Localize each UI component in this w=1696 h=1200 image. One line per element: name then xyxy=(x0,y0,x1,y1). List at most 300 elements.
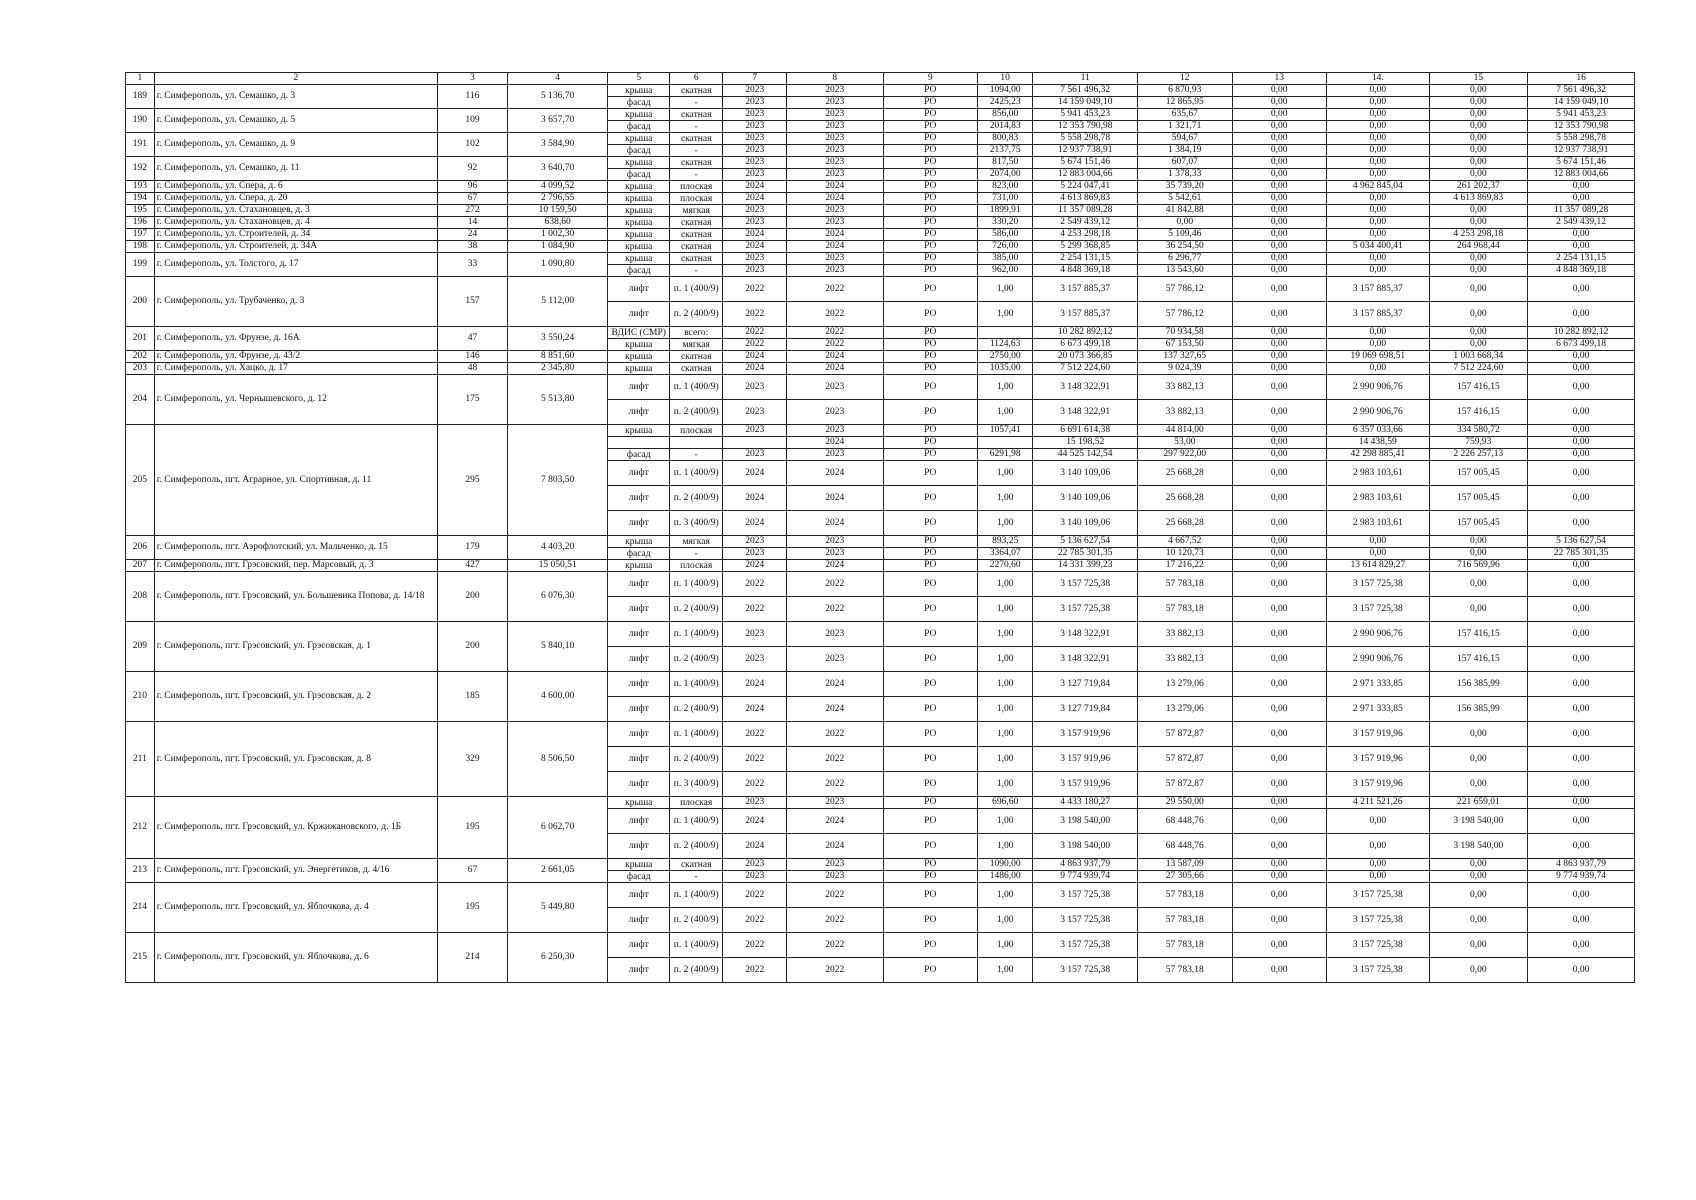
table-cell: - xyxy=(670,548,723,560)
table-cell: РО xyxy=(883,97,977,109)
table-cell: 2022 xyxy=(723,747,787,772)
table-cell: 0,00 xyxy=(1528,797,1635,809)
table-cell: 1,00 xyxy=(977,461,1032,486)
table-cell: 1,00 xyxy=(977,647,1032,672)
area-cell: 4 403,20 xyxy=(507,536,608,560)
table-cell: 0,00 xyxy=(1232,908,1326,933)
table-cell: 2023 xyxy=(723,647,787,672)
table-cell: 0,00 xyxy=(1326,253,1429,265)
table-cell: 0,00 xyxy=(1528,747,1635,772)
table-cell: 57 872,87 xyxy=(1138,722,1232,747)
table-cell: 1094,00 xyxy=(977,85,1032,97)
table-cell: 12 353 790,98 xyxy=(1033,121,1138,133)
table-cell: скатная xyxy=(670,253,723,265)
table-cell: 3 157 919,96 xyxy=(1326,747,1429,772)
table-cell: 0,00 xyxy=(1232,327,1326,339)
row-number-cell: 200 xyxy=(126,277,155,327)
table-cell: - xyxy=(670,97,723,109)
table-cell: 3 148 322,91 xyxy=(1033,375,1138,400)
table-cell: 594,67 xyxy=(1138,133,1232,145)
table-cell: 7 512 224,60 xyxy=(1033,363,1138,375)
table-cell: 0,00 xyxy=(1232,461,1326,486)
address-cell: г. Симферополь, пгт. Грэсовский, ул. Энергетиков, д. 4/16 xyxy=(154,859,437,883)
table-cell: РО xyxy=(883,193,977,205)
table-cell: 0,00 xyxy=(1326,169,1429,181)
table-cell: 1035,00 xyxy=(977,363,1032,375)
table-cell: 5 224 047,41 xyxy=(1033,181,1138,193)
table-cell: 2023 xyxy=(787,536,883,548)
table-cell: 137 327,65 xyxy=(1138,351,1232,363)
table-cell: 0,00 xyxy=(1528,672,1635,697)
table-row xyxy=(126,363,1635,375)
table-cell: 0,00 xyxy=(1232,109,1326,121)
table-cell: 0,00 xyxy=(1528,647,1635,672)
table-cell: 10 282 892,12 xyxy=(1528,327,1635,339)
table-cell: РО xyxy=(883,560,977,572)
address-cell: г. Симферополь, ул. Спера, д. 6 xyxy=(154,181,437,193)
table-cell: - xyxy=(670,871,723,883)
residents-cell: 295 xyxy=(438,425,508,536)
table-cell: 0,00 xyxy=(1528,193,1635,205)
table-cell: лифт xyxy=(608,809,670,834)
table-cell: 3 157 725,38 xyxy=(1033,597,1138,622)
table-cell: 10 120,73 xyxy=(1138,548,1232,560)
table-cell: всего: xyxy=(670,327,723,339)
table-cell: 0,00 xyxy=(1232,747,1326,772)
table-cell: 0,00 xyxy=(1528,597,1635,622)
table-cell: 0,00 xyxy=(1232,772,1326,797)
table-cell: 2023 xyxy=(723,205,787,217)
table-cell: 0,00 xyxy=(1528,511,1635,536)
table-cell: лифт xyxy=(608,486,670,511)
table-cell: 2022 xyxy=(787,597,883,622)
table-cell: п. 2 (400/9) xyxy=(670,697,723,722)
row-number-cell: 208 xyxy=(126,572,155,622)
table-cell: мягкая xyxy=(670,339,723,351)
table-cell: 2022 xyxy=(723,933,787,958)
table-cell: 2023 xyxy=(723,217,787,229)
table-cell: 2023 xyxy=(723,109,787,121)
area-cell: 5 112,00 xyxy=(507,277,608,327)
table-cell: 57 783,18 xyxy=(1138,958,1232,983)
table-cell: скатная xyxy=(670,241,723,253)
table-cell: 2022 xyxy=(787,772,883,797)
table-cell: лифт xyxy=(608,722,670,747)
table-cell: 759,93 xyxy=(1429,437,1528,449)
table-cell: 1 378,33 xyxy=(1138,169,1232,181)
row-number-cell: 189 xyxy=(126,85,155,109)
column-header: 4 xyxy=(507,73,608,85)
table-cell: крыша xyxy=(608,425,670,437)
table-cell: п. 3 (400/9) xyxy=(670,511,723,536)
table-cell: лифт xyxy=(608,375,670,400)
table-cell: 13 587,09 xyxy=(1138,859,1232,871)
table-cell: 2023 xyxy=(787,449,883,461)
table-row xyxy=(126,181,1635,193)
table-cell: 2 254 131,15 xyxy=(1033,253,1138,265)
table-cell: 0,00 xyxy=(1232,265,1326,277)
table-cell: РО xyxy=(883,871,977,883)
table-cell: 2024 xyxy=(723,486,787,511)
table-cell: 0,00 xyxy=(1429,859,1528,871)
table-cell: 5 941 453,23 xyxy=(1528,109,1635,121)
table-cell: 25 668,28 xyxy=(1138,486,1232,511)
table-cell: п. 1 (400/9) xyxy=(670,572,723,597)
table-cell: лифт xyxy=(608,302,670,327)
table-cell: 157 005,45 xyxy=(1429,486,1528,511)
table-cell: РО xyxy=(883,400,977,425)
table-cell: 4 613 869,83 xyxy=(1033,193,1138,205)
table-cell: 35 739,20 xyxy=(1138,181,1232,193)
table-cell: 3 148 322,91 xyxy=(1033,400,1138,425)
table-cell: 0,00 xyxy=(1326,265,1429,277)
table-cell: 2023 xyxy=(723,157,787,169)
table-cell: 2023 xyxy=(723,133,787,145)
table-cell: 0,00 xyxy=(1528,958,1635,983)
table-cell: 0,00 xyxy=(1429,145,1528,157)
table-cell: РО xyxy=(883,908,977,933)
table-cell: 0,00 xyxy=(1429,121,1528,133)
residents-cell: 116 xyxy=(438,85,508,109)
table-cell: 2024 xyxy=(787,511,883,536)
table-cell: 2024 xyxy=(723,809,787,834)
table-cell: 0,00 xyxy=(1528,572,1635,597)
area-cell: 5 513,80 xyxy=(507,375,608,425)
table-cell: 157 416,15 xyxy=(1429,622,1528,647)
table-cell: 0,00 xyxy=(1429,109,1528,121)
table-cell: 1090,00 xyxy=(977,859,1032,871)
area-cell: 1 002,30 xyxy=(507,229,608,241)
address-cell: г. Симферополь, ул. Фрунзе, д. 16А xyxy=(154,327,437,351)
table-cell: 3 148 322,91 xyxy=(1033,622,1138,647)
column-header: 10 xyxy=(977,73,1032,85)
table-cell: п. 2 (400/9) xyxy=(670,400,723,425)
table-cell: 0,00 xyxy=(1429,339,1528,351)
table-cell: 0,00 xyxy=(1528,400,1635,425)
table-cell: 4 433 180,27 xyxy=(1033,797,1138,809)
residents-cell: 47 xyxy=(438,327,508,351)
table-row xyxy=(126,797,1635,809)
table-cell: 0,00 xyxy=(1429,548,1528,560)
table-cell: 1,00 xyxy=(977,672,1032,697)
table-cell: 2024 xyxy=(723,672,787,697)
table-cell: 0,00 xyxy=(1528,437,1635,449)
table-cell: РО xyxy=(883,486,977,511)
table-cell: 2270,60 xyxy=(977,560,1032,572)
table-cell: 3 157 725,38 xyxy=(1326,597,1429,622)
residents-cell: 179 xyxy=(438,536,508,560)
table-row xyxy=(126,193,1635,205)
table-cell: 2022 xyxy=(787,933,883,958)
table-cell: 0,00 xyxy=(1528,722,1635,747)
table-cell: 14 331 399,23 xyxy=(1033,560,1138,572)
table-cell: крыша xyxy=(608,157,670,169)
table-cell: 2024 xyxy=(723,241,787,253)
table-cell: 0,00 xyxy=(1429,277,1528,302)
table-cell: крыша xyxy=(608,253,670,265)
table-cell: 0,00 xyxy=(1429,253,1528,265)
table-cell: 2024 xyxy=(787,351,883,363)
table-cell: 156 385,99 xyxy=(1429,672,1528,697)
row-number-cell: 209 xyxy=(126,622,155,672)
table-cell: 13 543,60 xyxy=(1138,265,1232,277)
row-number-cell: 194 xyxy=(126,193,155,205)
table-cell: 1,00 xyxy=(977,772,1032,797)
table-cell: 2023 xyxy=(723,145,787,157)
table-cell: 2023 xyxy=(787,265,883,277)
table-cell: РО xyxy=(883,672,977,697)
table-cell: 68 448,76 xyxy=(1138,809,1232,834)
table-cell: РО xyxy=(883,572,977,597)
table-cell: 0,00 xyxy=(1528,302,1635,327)
table-cell: 13 279,06 xyxy=(1138,697,1232,722)
table-cell: п. 1 (400/9) xyxy=(670,722,723,747)
table-cell: 2022 xyxy=(787,908,883,933)
area-cell: 15 050,51 xyxy=(507,560,608,572)
table-cell: 12 865,95 xyxy=(1138,97,1232,109)
table-cell: п. 1 (400/9) xyxy=(670,809,723,834)
table-cell: 0,00 xyxy=(1429,97,1528,109)
table-cell: 2 990 906,76 xyxy=(1326,647,1429,672)
table-cell: 0,00 xyxy=(1232,809,1326,834)
table-cell: РО xyxy=(883,883,977,908)
address-cell: г. Симферополь, ул. Трубаченко, д. 3 xyxy=(154,277,437,327)
table-cell xyxy=(977,437,1032,449)
table-cell: 9 774 939,74 xyxy=(1528,871,1635,883)
table-row xyxy=(126,560,1635,572)
row-number-cell: 198 xyxy=(126,241,155,253)
table-cell: 0,00 xyxy=(1138,217,1232,229)
table-cell: 0,00 xyxy=(1429,597,1528,622)
table-cell: 0,00 xyxy=(1326,339,1429,351)
table-cell: 3 140 109,06 xyxy=(1033,461,1138,486)
table-cell: 1,00 xyxy=(977,933,1032,958)
table-cell: 44 814,00 xyxy=(1138,425,1232,437)
table-cell: крыша xyxy=(608,85,670,97)
address-cell: г. Симферополь, пгт. Грэсовский, пер. Марсовый, д. 3 xyxy=(154,560,437,572)
table-cell: РО xyxy=(883,145,977,157)
table-cell: 57 783,18 xyxy=(1138,908,1232,933)
table-cell: 0,00 xyxy=(1528,908,1635,933)
table-cell: лифт xyxy=(608,511,670,536)
table-cell: 3 198 540,00 xyxy=(1033,809,1138,834)
table-cell: 57 783,18 xyxy=(1138,597,1232,622)
table-cell: 3 157 885,37 xyxy=(1326,277,1429,302)
table-cell: 2024 xyxy=(787,486,883,511)
table-cell: 0,00 xyxy=(1326,363,1429,375)
table-cell: 2 549 439,12 xyxy=(1528,217,1635,229)
table-cell: 0,00 xyxy=(1232,834,1326,859)
table-cell: 2022 xyxy=(787,339,883,351)
table-cell: 0,00 xyxy=(1232,400,1326,425)
table-cell: 0,00 xyxy=(1232,933,1326,958)
row-number-cell: 212 xyxy=(126,797,155,859)
table-cell: 6 673 499,18 xyxy=(1528,339,1635,351)
area-cell: 3 584,90 xyxy=(507,133,608,157)
residents-cell: 272 xyxy=(438,205,508,217)
table-cell: крыша xyxy=(608,229,670,241)
table-cell: 4 253 298,18 xyxy=(1033,229,1138,241)
area-cell: 1 090,80 xyxy=(507,253,608,277)
table-cell: 1057,41 xyxy=(977,425,1032,437)
table-cell: 1,00 xyxy=(977,883,1032,908)
table-cell: крыша xyxy=(608,351,670,363)
table-cell: 2023 xyxy=(787,548,883,560)
row-number-cell: 196 xyxy=(126,217,155,229)
table-cell: 2024 xyxy=(787,809,883,834)
table-cell: 2023 xyxy=(787,217,883,229)
table-cell: 0,00 xyxy=(1232,157,1326,169)
table-cell: лифт xyxy=(608,883,670,908)
table-cell: 2022 xyxy=(787,327,883,339)
table-cell: 817,50 xyxy=(977,157,1032,169)
table-cell: 586,00 xyxy=(977,229,1032,241)
table-cell: 3 157 725,38 xyxy=(1033,933,1138,958)
table-cell: РО xyxy=(883,834,977,859)
table-cell: 2023 xyxy=(787,797,883,809)
residents-cell: 109 xyxy=(438,109,508,133)
table-cell: 2023 xyxy=(723,169,787,181)
table-cell: фасад xyxy=(608,145,670,157)
residents-cell: 24 xyxy=(438,229,508,241)
table-cell: 2023 xyxy=(787,647,883,672)
table-row xyxy=(126,722,1635,747)
table-cell: 0,00 xyxy=(1528,181,1635,193)
table-cell: 157 416,15 xyxy=(1429,400,1528,425)
table-cell: РО xyxy=(883,449,977,461)
table-cell: мягкая xyxy=(670,205,723,217)
table-cell: 0,00 xyxy=(1232,169,1326,181)
address-cell: г. Симферополь, ул. Семашко, д. 9 xyxy=(154,133,437,157)
table-cell: РО xyxy=(883,169,977,181)
table-cell: 27 305,66 xyxy=(1138,871,1232,883)
table-cell: 2022 xyxy=(723,772,787,797)
residents-cell: 14 xyxy=(438,217,508,229)
table-cell: 0,00 xyxy=(1232,363,1326,375)
table-cell: 1,00 xyxy=(977,722,1032,747)
table-cell: 0,00 xyxy=(1429,302,1528,327)
table-cell: 2023 xyxy=(787,622,883,647)
table-cell: - xyxy=(670,449,723,461)
table-cell: 0,00 xyxy=(1232,958,1326,983)
residents-cell: 38 xyxy=(438,241,508,253)
table-cell: 3 157 725,38 xyxy=(1326,883,1429,908)
table-cell: 0,00 xyxy=(1429,572,1528,597)
table-cell: 13 614 829,27 xyxy=(1326,560,1429,572)
table-cell xyxy=(977,327,1032,339)
column-header: 1 xyxy=(126,73,155,85)
table-cell: 2023 xyxy=(723,253,787,265)
address-cell: г. Симферополь, ул. Хацко, д. 17 xyxy=(154,363,437,375)
residents-cell: 33 xyxy=(438,253,508,277)
residents-cell: 67 xyxy=(438,859,508,883)
table-cell: РО xyxy=(883,809,977,834)
table-row xyxy=(126,253,1635,265)
table-cell: 5 558 298,78 xyxy=(1528,133,1635,145)
area-cell: 5 840,10 xyxy=(507,622,608,672)
table-cell: 0,00 xyxy=(1232,597,1326,622)
table-row xyxy=(126,109,1635,121)
row-number-cell: 210 xyxy=(126,672,155,722)
table-cell: 0,00 xyxy=(1528,351,1635,363)
table-cell: 0,00 xyxy=(1232,722,1326,747)
column-header: 12 xyxy=(1138,73,1232,85)
table-cell: 3 157 919,96 xyxy=(1033,722,1138,747)
table-cell: 2022 xyxy=(723,339,787,351)
table-cell: 0,00 xyxy=(1429,883,1528,908)
table-cell: 0,00 xyxy=(1429,85,1528,97)
column-header: 11 xyxy=(1033,73,1138,85)
table-cell: 2024 xyxy=(787,181,883,193)
table-cell: 6291,98 xyxy=(977,449,1032,461)
table-cell: 25 668,28 xyxy=(1138,461,1232,486)
residents-cell: 200 xyxy=(438,622,508,672)
column-header: 9 xyxy=(883,73,977,85)
table-cell: 385,00 xyxy=(977,253,1032,265)
table-cell: 2024 xyxy=(787,241,883,253)
table-cell: 57 786,12 xyxy=(1138,277,1232,302)
table-cell: 0,00 xyxy=(1429,205,1528,217)
table-cell: 1,00 xyxy=(977,908,1032,933)
area-cell: 2 796,55 xyxy=(507,193,608,205)
table-row xyxy=(126,672,1635,697)
address-cell: г. Симферополь, ул. Семашко, д. 5 xyxy=(154,109,437,133)
table-cell: 2024 xyxy=(787,363,883,375)
table-cell: 70 934,58 xyxy=(1138,327,1232,339)
table-cell: 2023 xyxy=(787,121,883,133)
table-cell: 3 198 540,00 xyxy=(1429,809,1528,834)
row-number-cell: 207 xyxy=(126,560,155,572)
table-row xyxy=(126,351,1635,363)
table-cell: 4 962 845,04 xyxy=(1326,181,1429,193)
table-cell: 2023 xyxy=(723,400,787,425)
table-cell: 0,00 xyxy=(1326,145,1429,157)
table-cell: 0,00 xyxy=(1232,205,1326,217)
table-cell: 0,00 xyxy=(1528,883,1635,908)
address-cell: г. Симферополь, пгт. Грэсовский, ул. Большевика Попова, д. 14/18 xyxy=(154,572,437,622)
table-cell: 0,00 xyxy=(1528,697,1635,722)
address-cell: г. Симферополь, пгт. Аграрное, ул. Спортивная, д. 11 xyxy=(154,425,437,536)
address-cell: г. Симферополь, ул. Толстого, д. 17 xyxy=(154,253,437,277)
table-cell: 5 941 453,23 xyxy=(1033,109,1138,121)
table-cell: РО xyxy=(883,133,977,145)
table-cell: РО xyxy=(883,747,977,772)
table-row xyxy=(126,217,1635,229)
table-cell: 0,00 xyxy=(1326,229,1429,241)
table-cell: 0,00 xyxy=(1232,375,1326,400)
row-number-cell: 190 xyxy=(126,109,155,133)
table-cell: 2 971 333,85 xyxy=(1326,672,1429,697)
table-cell: 12 883 004,66 xyxy=(1033,169,1138,181)
table-cell: 2024 xyxy=(723,229,787,241)
table-cell: 2024 xyxy=(787,560,883,572)
table-cell: 20 073 366,85 xyxy=(1033,351,1138,363)
table-row xyxy=(126,205,1635,217)
table-cell: фасад xyxy=(608,97,670,109)
table-cell: п. 1 (400/9) xyxy=(670,933,723,958)
table-cell: 2022 xyxy=(787,572,883,597)
table-cell: 2137,75 xyxy=(977,145,1032,157)
table-cell: 2023 xyxy=(787,145,883,157)
table-cell: 10 282 892,12 xyxy=(1033,327,1138,339)
table-cell: 2022 xyxy=(723,277,787,302)
table-cell: 0,00 xyxy=(1326,97,1429,109)
table-cell: РО xyxy=(883,109,977,121)
table-cell: 3 157 919,96 xyxy=(1033,772,1138,797)
area-cell: 4 600,00 xyxy=(507,672,608,722)
table-cell: 2024 xyxy=(787,834,883,859)
table-cell: 0,00 xyxy=(1429,536,1528,548)
